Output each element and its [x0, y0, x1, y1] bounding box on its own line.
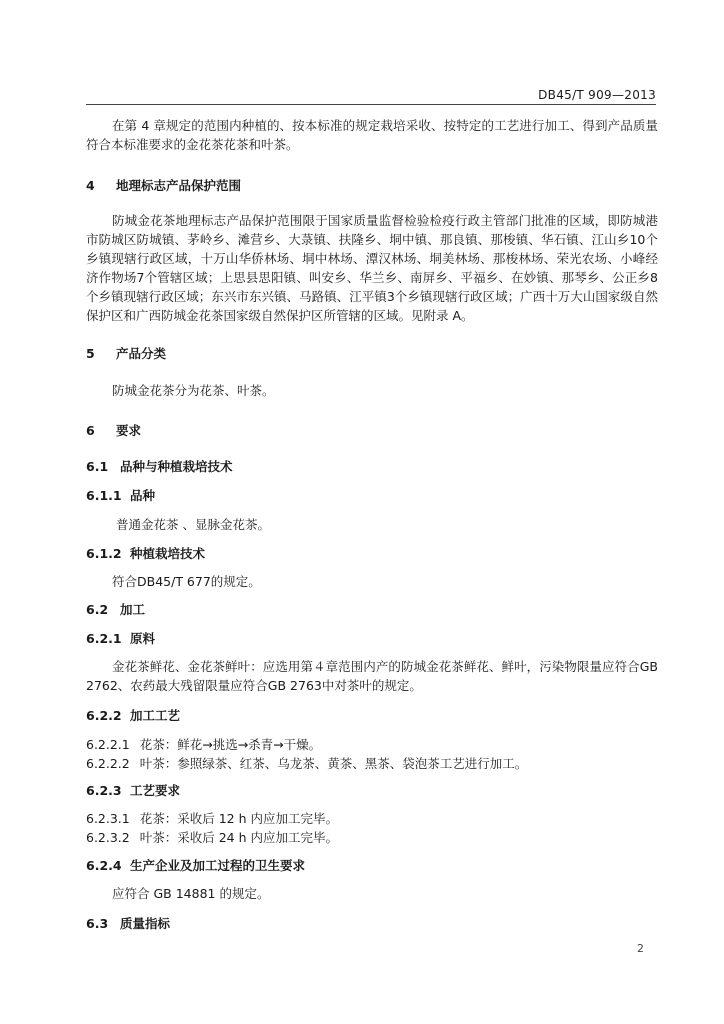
subsection-6-2-2-items — [86, 735, 658, 773]
subsection-6-1-1-paragraph: 普通金花茶 、显脉金花茶。 — [116, 517, 270, 532]
section-title: 产品分类 — [116, 346, 167, 361]
subsection-6-2-4-heading — [86, 856, 658, 875]
subsection-number: 6.1.2 — [86, 546, 122, 561]
section-5-paragraph: 防城金花茶分为花茶、叶茶。 — [112, 383, 275, 398]
section-number: 6 — [86, 423, 95, 438]
subsection-title: 工艺要求 — [130, 783, 181, 798]
page-number: 2 — [637, 942, 644, 955]
section-number: 5 — [86, 346, 95, 361]
section-6-heading — [86, 421, 658, 440]
subsection-6-2-4-paragraph: 应符合 GB 14881 的规定。 — [112, 886, 270, 901]
item-text: 花茶：采收后 12 h 内应加工完毕。 — [139, 811, 338, 826]
item-number: 6.2.2.2 — [86, 756, 130, 771]
subsection-6-1-2-paragraph: 符合DB45/T 677的规定。 — [112, 574, 261, 589]
item-number: 6.2.3.1 — [86, 811, 130, 826]
subsection-6-2-2-heading — [86, 706, 658, 725]
item-text: 花茶：鲜花→挑选→杀青→干燥。 — [139, 737, 322, 752]
section-number: 4 — [86, 178, 95, 193]
subsection-title: 种植栽培技术 — [130, 546, 206, 561]
section-title: 要求 — [116, 423, 142, 438]
subsection-number: 6.1.1 — [86, 488, 122, 503]
section-4-body — [86, 211, 658, 325]
subsection-6-2-1-paragraph: 金花茶鲜花、金花茶鲜叶：应选用第４章范围内产的防城金花茶鲜花、鲜叶，污染物限量应符合GB 2762、农药最大残留限量应符合GB 2763中对茶叶的规定。 — [86, 659, 658, 693]
subsection-title: 原料 — [130, 631, 156, 646]
subsection-number: 6.2 — [86, 602, 109, 617]
subsection-number: 6.2.3 — [86, 783, 122, 798]
list-item — [86, 809, 658, 828]
section-title: 地理标志产品保护范围 — [116, 178, 242, 193]
subsection-title: 品种与种植栽培技术 — [120, 459, 233, 474]
section-5-body — [86, 381, 658, 400]
subsection-title: 品种 — [130, 488, 156, 503]
list-item — [86, 735, 658, 754]
subsection-6-2-heading — [86, 600, 658, 619]
intro-block — [86, 116, 658, 154]
subsection-6-1-heading — [86, 457, 658, 476]
section-5-heading — [86, 344, 658, 363]
subsection-6-2-1-body — [86, 657, 658, 695]
subsection-number: 6.2.4 — [86, 858, 122, 873]
list-item — [86, 754, 658, 773]
subsection-title: 生产企业及加工过程的卫生要求 — [130, 858, 306, 873]
subsection-number: 6.2.2 — [86, 708, 122, 723]
subsection-title: 加工 — [120, 602, 146, 617]
subsection-6-2-4-body — [86, 884, 658, 903]
subsection-6-1-1-heading — [86, 486, 658, 505]
subsection-6-1-2-heading — [86, 544, 658, 563]
subsection-6-3-heading — [86, 914, 658, 933]
subsection-6-1-2-body — [86, 572, 658, 591]
subsection-6-1-1-body — [86, 515, 658, 534]
document-code: DB45/T 909—2013 — [538, 88, 656, 102]
item-number: 6.2.3.2 — [86, 830, 130, 845]
header-rule — [86, 104, 656, 105]
intro-paragraph: 在第 4 章规定的范围内种植的、按本标准的规定栽培采收、按特定的工艺进行加工、得到产品质量符合本标准要求的金花茶花茶和叶茶。 — [86, 118, 658, 152]
section-4-heading — [86, 176, 658, 195]
subsection-number: 6.3 — [86, 916, 109, 931]
item-text: 叶茶：参照绿茶、红茶、乌龙茶、黄茶、黑茶、袋泡茶工艺进行加工。 — [139, 756, 528, 771]
item-text: 叶茶：采收后 24 h 内应加工完毕。 — [139, 830, 338, 845]
subsection-number: 6.1 — [86, 459, 109, 474]
item-number: 6.2.2.1 — [86, 737, 130, 752]
subsection-number: 6.2.1 — [86, 631, 122, 646]
subsection-6-2-1-heading — [86, 629, 658, 648]
subsection-6-2-3-heading — [86, 781, 658, 800]
subsection-title: 质量指标 — [120, 916, 171, 931]
section-4-paragraph: 防城金花茶地理标志产品保护范围限于国家质量监督检验检疫行政主管部门批准的区域，即防城港市防城区防城镇、茅岭乡、滩营乡、大菉镇、扶隆乡、垌中镇、那良镇、那梭镇、华石镇、江山乡10个乡镇现辖行政区域，十万山华侨林场、垌中林场、潭汉林场、垌美林场、那梭林场、荣光农场、小峰经济作物场7个管辖区域；上思县思阳镇、叫安乡、华兰乡、南屏乡、平福乡、在妙镇、那琴乡、公正乡8个乡镇现辖行政区域；东兴市东兴镇、马路镇、江平镇3个乡镇现辖行政区域；广西十万大山国家级自然保护区和广西防城金花茶国家级自然保护区所管辖的区域。见附录 A。 — [86, 213, 658, 323]
subsection-title: 加工工艺 — [130, 708, 181, 723]
list-item — [86, 828, 658, 847]
subsection-6-2-3-items — [86, 809, 658, 847]
